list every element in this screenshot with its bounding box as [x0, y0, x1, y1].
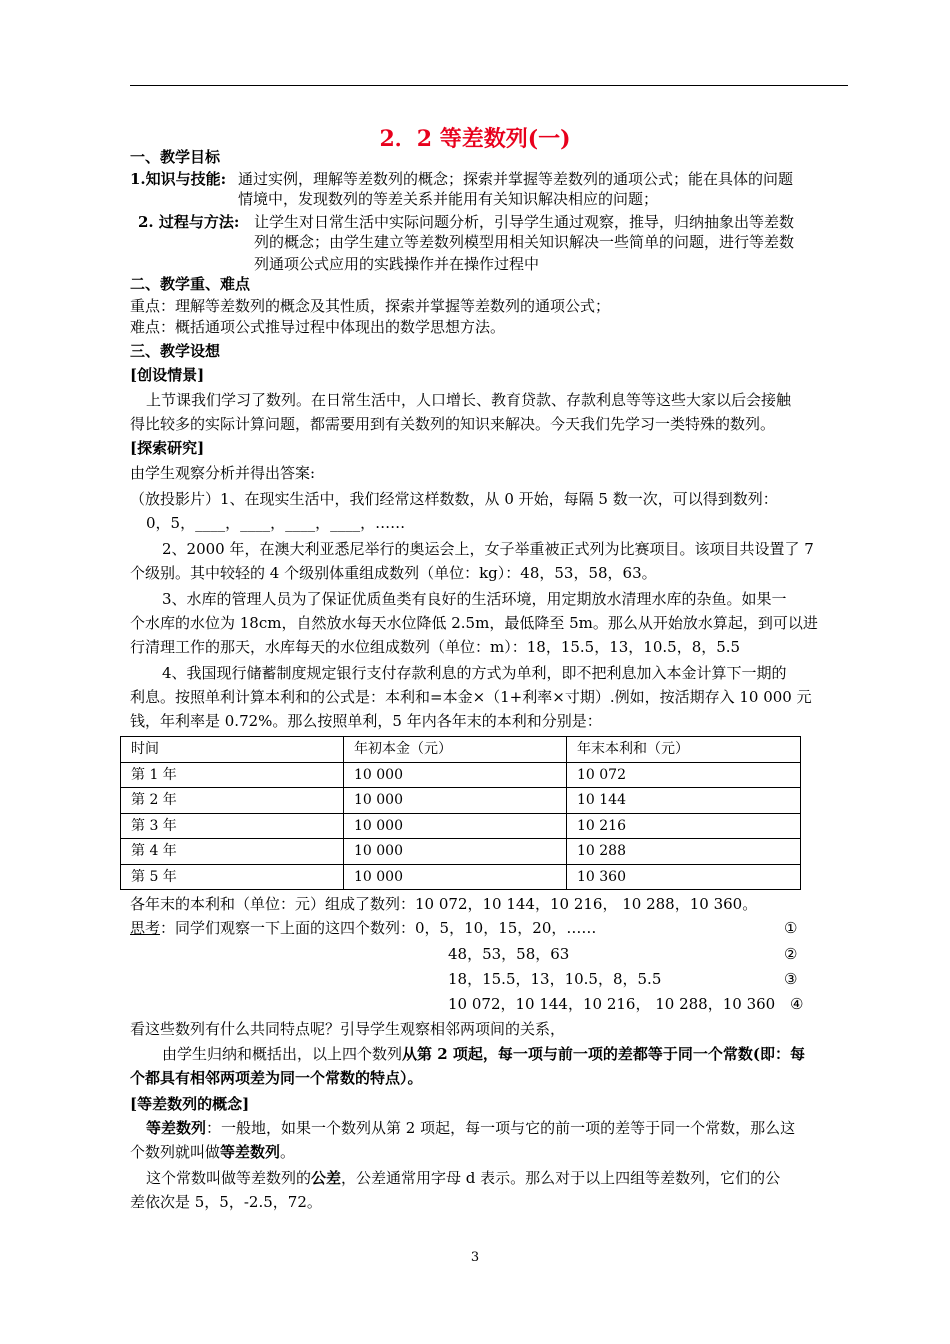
goal1-text: 通过实例，理解等差数列的概念；探索并掌握等差数列的通项公式；能在具体的问题: [238, 170, 794, 188]
table-cell: 10 288: [567, 839, 801, 865]
example2: 2、2000 年，在澳大利亚悉尼举行的奥运会上，女子举重被正式列为比赛项目。该项目共设置了 7: [162, 540, 814, 558]
table-cell: 10 144: [567, 788, 801, 814]
table-row: [121, 864, 801, 890]
sequence-mark: ④: [790, 995, 804, 1013]
example2-cont: 个级别。其中较轻的 4 个级别体重组成数列（单位：kg）：48，53，58，63。: [130, 564, 657, 582]
definition-term: 等差数列: [146, 1119, 207, 1137]
table-cell: 10 000: [344, 762, 567, 788]
table-cell: 10 000: [344, 813, 567, 839]
goal2-text-cont2: 列通项公式应用的实践操作并在操作过程中: [254, 255, 540, 273]
explore-intro: 由学生观察分析并得出答案:: [130, 464, 316, 482]
interest-table: [120, 736, 801, 890]
common-difference: [146, 1167, 780, 1189]
example4-cont2: 钱，年利率是 0.72%。那么按照单利，5 年内各年末的本利和分别是：: [130, 712, 602, 730]
sequence-item: 18，15.5，13，10.5，8，5.5: [448, 970, 662, 988]
table-cell: 10 216: [567, 813, 801, 839]
common-question: 看这些数列有什么共同特点呢？引导学生观察相邻两项间的关系，: [130, 1020, 566, 1038]
table-cell: 第 2 年: [121, 788, 344, 814]
common-difference-text: 这个常数叫做等差数列的: [146, 1169, 312, 1187]
intro-paragraph-cont: 得比较多的实际计算问题，都需要用到有关数列的知识来解决。今天我们先学习一类特殊的数列。: [130, 415, 776, 433]
bracket-explore: [探索研究]: [130, 439, 205, 457]
table-cell: 第 5 年: [121, 864, 344, 890]
table-header-cell: 时间: [121, 737, 344, 763]
sequence-item: 48，53，58，63: [448, 945, 570, 963]
after-table-text: 各年末的本利和（单位：元）组成了数列：10 072，10 144，10 216， 10 288，10 360。: [130, 895, 758, 913]
example1: （放投影片）1、在现实生活中，我们经常这样数数，从 0 开始，每隔 5 数一次，可以得到数列：: [130, 490, 778, 508]
section-heading-goals: 一、教学目标: [130, 148, 221, 166]
conclusion: [162, 1043, 805, 1065]
goal2-text-cont1: 列的概念；由学生建立等差数列模型用相关知识解决一些简单的问题，进行等差数: [254, 233, 795, 251]
table-row: [121, 788, 801, 814]
difficult-point: 难点：概括通项公式推导过程中体现出的数学思想方法。: [130, 318, 506, 336]
goal2-label: 2. 过程与方法:: [138, 213, 240, 231]
sequence-mark: ③: [784, 970, 798, 988]
goal1-label: 1.知识与技能:: [130, 170, 227, 188]
think-label: 思考: [130, 919, 161, 937]
conclusion-key-cont: 个都具有相邻两项差为同一个常数的特点）。: [130, 1069, 423, 1087]
goal2-text: 让学生对日常生活中实际问题分析，引导学生通过观察，推导，归纳抽象出等差数: [254, 213, 795, 231]
example3: 3、水库的管理人员为了保证优质鱼类有良好的生活环境，用定期放水清理水库的杂鱼。如果一: [162, 590, 787, 608]
header-rule: [130, 85, 848, 86]
definition-text: 个数列就叫做: [130, 1143, 221, 1161]
definition-text: 。: [280, 1143, 296, 1161]
table-row: [121, 839, 801, 865]
definition-text: ：一般地，如果一个数列从第 2 项起，每一项与它的前一项的差等于同一个常数，那么这: [206, 1119, 796, 1137]
sequence-mark: ②: [784, 945, 798, 963]
common-difference-text: ，公差通常用字母 d 表示。那么对于以上四组等差数列，它们的公: [341, 1169, 781, 1187]
key-point: 重点：理解等差数列的概念及其性质，探索并掌握等差数列的通项公式；: [130, 297, 611, 315]
example1-sequence: 0，5，____，____，____，____，……: [146, 514, 406, 532]
page-number: 3: [470, 1250, 480, 1265]
table-cell: 10 000: [344, 788, 567, 814]
table-cell: 10 000: [344, 864, 567, 890]
conclusion-intro: 由学生归纳和概括出，以上四个数列: [162, 1045, 403, 1063]
common-difference-cont: 差依次是 5，5，-2.5，72。: [130, 1193, 322, 1211]
sequence-mark: ①: [784, 919, 798, 937]
section-heading-key-points: 二、教学重、难点: [130, 275, 251, 293]
intro-paragraph: 上节课我们学习了数列。在日常生活中，人口增长、教育贷款、存款利息等等这些大家以后会接触: [146, 391, 792, 409]
table-row: [121, 813, 801, 839]
think-line: [130, 917, 596, 939]
section-heading-design: 三、教学设想: [130, 342, 221, 360]
example4: 4、我国现行储蓄制度规定银行支付存款利息的方式为单利，即不把利息加入本金计算下一期的: [162, 664, 787, 682]
bracket-scenario: [创设情景]: [130, 366, 205, 384]
definition-cont: [130, 1141, 295, 1163]
example4-cont1: 利息。按照单利计算本利和的公式是：本利和=本金×（1+利率×寸期）.例如，按活期存入 10 000 元: [130, 688, 812, 706]
table-cell: 第 1 年: [121, 762, 344, 788]
common-difference-term: 公差: [311, 1169, 342, 1187]
table-cell: 10 072: [567, 762, 801, 788]
definition: [146, 1117, 795, 1139]
conclusion-key: 从第 2 项起，每一项与前一项的差都等于同一个常数(即：每: [402, 1045, 805, 1063]
table-cell: 10 360: [567, 864, 801, 890]
example3-cont2: 行清理工作的那天，水库每天的水位组成数列（单位：m）：18，15.5，13，10.5，8，5.5: [130, 638, 741, 656]
goal1-text-cont: 情境中，发现数列的等差关系并能用有关知识解决相应的问题；: [238, 190, 659, 208]
bracket-definition: [等差数列的概念]: [130, 1095, 250, 1113]
page-title: 2．2 等差数列(一): [379, 126, 571, 152]
table-cell: 第 4 年: [121, 839, 344, 865]
table-cell: 10 000: [344, 839, 567, 865]
table-header-row: [121, 737, 801, 763]
table-header-cell: 年末本利和（元）: [567, 737, 801, 763]
example3-cont1: 个水库的水位为 18cm，自然放水每天水位降低 2.5m，最低降至 5m。那么从开始放水算起，到可以进: [130, 614, 818, 632]
definition-term: 等差数列: [220, 1143, 281, 1161]
table-cell: 第 3 年: [121, 813, 344, 839]
table-row: [121, 762, 801, 788]
think-text: ：同学们观察一下上面的这四个数列：0，5，10，15，20，……: [160, 919, 597, 937]
table-header-cell: 年初本金（元）: [344, 737, 567, 763]
sequence-item: 10 072，10 144，10 216， 10 288，10 360: [448, 995, 776, 1013]
